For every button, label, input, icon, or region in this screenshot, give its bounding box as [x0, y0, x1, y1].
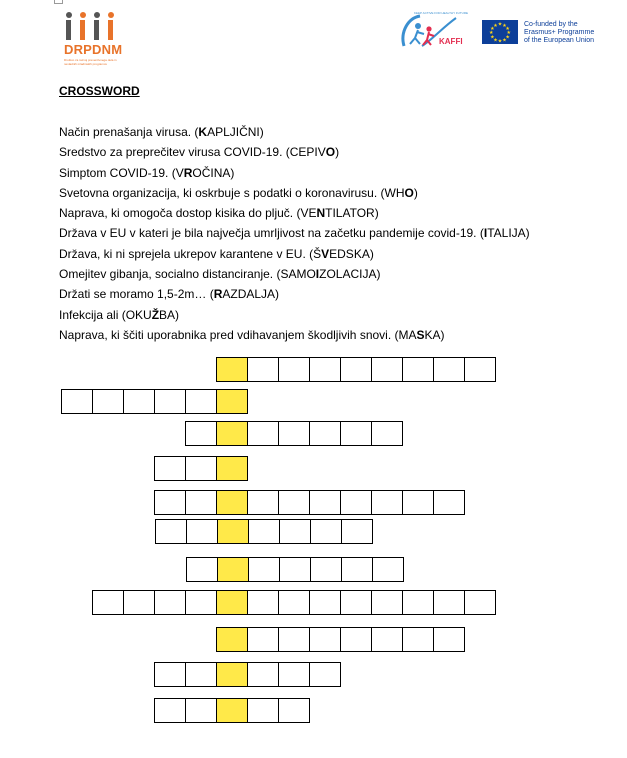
crossword-cell[interactable] — [371, 590, 403, 615]
crossword-key-cell[interactable] — [216, 662, 248, 687]
svg-text:★: ★ — [490, 34, 495, 41]
crossword-cell[interactable] — [154, 590, 186, 615]
crossword-row — [154, 698, 310, 722]
crossword-cell[interactable] — [247, 662, 279, 687]
crossword-cell[interactable] — [186, 557, 218, 582]
people-figures-icon — [66, 12, 122, 40]
crossword-cell[interactable] — [402, 627, 434, 652]
crossword-cell[interactable] — [278, 627, 310, 652]
crossword-cell[interactable] — [247, 590, 279, 615]
crossword-row — [216, 627, 465, 651]
crossword-cell[interactable] — [185, 421, 217, 446]
crossword-cell[interactable] — [247, 627, 279, 652]
crossword-key-cell[interactable] — [217, 557, 249, 582]
crossword-cell[interactable] — [247, 357, 279, 382]
crossword-cell[interactable] — [309, 490, 341, 515]
clue-list — [59, 122, 530, 345]
crossword-cell[interactable] — [123, 389, 155, 414]
crossword-cell[interactable] — [309, 662, 341, 687]
clue-item: Sredstvo za preprečitev virusa COVID-19. (CEPIVO) — [59, 145, 340, 160]
kaffi-logo — [398, 10, 473, 56]
crossword-row — [186, 557, 404, 581]
page-corner-mark — [54, 0, 63, 4]
crossword-cell[interactable] — [310, 557, 342, 582]
svg-text:★: ★ — [502, 37, 507, 44]
crossword-key-cell[interactable] — [216, 627, 248, 652]
crossword-cell[interactable] — [61, 389, 93, 414]
clue-item: Infekcija ali (OKUŽBA) — [59, 307, 180, 322]
crossword-cell[interactable] — [402, 357, 434, 382]
kaffi-runner-icon — [398, 10, 473, 56]
kaffi-logo-text: KAFFI — [439, 37, 463, 46]
crossword-cell[interactable] — [340, 357, 372, 382]
crossword-cell[interactable] — [278, 698, 310, 723]
crossword-cell[interactable] — [341, 557, 373, 582]
crossword-cell[interactable] — [248, 519, 280, 544]
svg-text:★: ★ — [502, 22, 507, 29]
drpdnm-logo-subtitle: Društvo za razvoj preventivnega dela in nevladnih mladinskih programov — [64, 58, 117, 66]
crossword-cell[interactable] — [154, 698, 186, 723]
crossword-cell[interactable] — [155, 519, 187, 544]
crossword-cell[interactable] — [433, 627, 465, 652]
svg-text:★: ★ — [493, 22, 498, 29]
crossword-key-cell[interactable] — [216, 456, 248, 481]
crossword-cell[interactable] — [92, 389, 124, 414]
clue-item: Država v EU v kateri je bila največja umrljivost na začetku pandemije covid-19. (ITALIJA) — [59, 226, 530, 241]
crossword-cell[interactable] — [278, 421, 310, 446]
crossword-cell[interactable] — [154, 456, 186, 481]
crossword-key-cell[interactable] — [216, 421, 248, 446]
crossword-cell[interactable] — [371, 490, 403, 515]
crossword-cell[interactable] — [371, 357, 403, 382]
crossword-row — [216, 357, 496, 381]
crossword-cell[interactable] — [92, 590, 124, 615]
crossword-cell[interactable] — [340, 421, 372, 446]
crossword-cell[interactable] — [185, 590, 217, 615]
crossword-key-cell[interactable] — [217, 519, 249, 544]
crossword-cell[interactable] — [464, 590, 496, 615]
crossword-row — [154, 490, 465, 514]
crossword-cell[interactable] — [340, 490, 372, 515]
crossword-cell[interactable] — [248, 557, 280, 582]
crossword-cell[interactable] — [279, 519, 311, 544]
crossword-cell[interactable] — [341, 519, 373, 544]
erasmus-eu-logo — [482, 18, 612, 48]
crossword-cell[interactable] — [185, 490, 217, 515]
crossword-key-cell[interactable] — [216, 389, 248, 414]
crossword-cell[interactable] — [371, 421, 403, 446]
crossword-cell[interactable] — [154, 490, 186, 515]
crossword-cell[interactable] — [247, 490, 279, 515]
crossword-row — [61, 389, 248, 413]
crossword-cell[interactable] — [402, 490, 434, 515]
crossword-cell[interactable] — [185, 389, 217, 414]
crossword-cell[interactable] — [433, 357, 465, 382]
crossword-cell[interactable] — [186, 519, 218, 544]
clue-item: Držati se moramo 1,5-2m… (RAZDALJA) — [59, 287, 280, 302]
svg-text:★: ★ — [493, 37, 498, 44]
crossword-cell[interactable] — [247, 698, 279, 723]
clue-item: Država, ki ni sprejela ukrepov karantene v EU. (ŠVEDSKA) — [59, 246, 374, 261]
crossword-cell[interactable] — [402, 590, 434, 615]
svg-text:★: ★ — [497, 21, 503, 28]
eu-flag-icon — [482, 20, 518, 44]
crossword-row — [154, 662, 341, 686]
crossword-key-cell[interactable] — [216, 490, 248, 515]
crossword-cell[interactable] — [371, 627, 403, 652]
crossword-cell[interactable] — [247, 421, 279, 446]
crossword-cell[interactable] — [278, 590, 310, 615]
crossword-cell[interactable] — [340, 627, 372, 652]
crossword-cell[interactable] — [278, 357, 310, 382]
svg-text:★: ★ — [490, 26, 495, 32]
crossword-key-cell[interactable] — [216, 590, 248, 615]
crossword-cell[interactable] — [278, 490, 310, 515]
crossword-cell[interactable] — [433, 490, 465, 515]
crossword-cell[interactable] — [309, 590, 341, 615]
crossword-cell[interactable] — [309, 357, 341, 382]
clue-item: Način prenašanja virusa. (KAPLJIČNI) — [59, 125, 264, 139]
crossword-cell[interactable] — [279, 557, 311, 582]
crossword-row — [185, 421, 403, 445]
clue-item: Simptom COVID-19. (VROČINA) — [59, 165, 235, 180]
crossword-cell[interactable] — [309, 421, 341, 446]
eu-funding-text: Co-funded by the Erasmus+ Programme of the European Union — [524, 21, 595, 44]
crossword-cell[interactable] — [433, 590, 465, 615]
clue-item: Naprava, ki ščiti uporabnika pred vdihavanjem škodljivih snovi. (MASKA) — [59, 327, 445, 342]
crossword-cell[interactable] — [278, 662, 310, 687]
svg-text:★: ★ — [489, 30, 494, 37]
clue-item: Omejitev gibanja, socialno distanciranje. (SAMOIZOLACIJA) — [59, 267, 381, 282]
crossword-cell[interactable] — [340, 590, 372, 615]
svg-text:★: ★ — [505, 26, 510, 32]
crossword-row — [154, 456, 248, 480]
svg-text:★: ★ — [506, 30, 511, 37]
svg-text:★: ★ — [505, 34, 510, 41]
crossword-row — [155, 519, 373, 543]
crossword-cell[interactable] — [310, 519, 342, 544]
drpdnm-logo — [64, 12, 134, 68]
crossword-cell[interactable] — [123, 590, 155, 615]
crossword-key-cell[interactable] — [216, 698, 248, 723]
kaffi-tagline: KEEP ACTIVE FOR HEALTHY FUTURE — [414, 11, 469, 15]
drpdnm-logo-text: DRPDNM — [64, 42, 123, 57]
crossword-cell[interactable] — [185, 456, 217, 481]
crossword-cell[interactable] — [464, 357, 496, 382]
clue-item: Naprava, ki omogoča dostop kisika do pljuč. (VENTILATOR) — [59, 206, 379, 221]
page-title: CROSSWORD — [59, 84, 140, 98]
crossword-cell[interactable] — [154, 389, 186, 414]
crossword-cell[interactable] — [185, 662, 217, 687]
crossword-key-cell[interactable] — [216, 357, 248, 382]
crossword-cell[interactable] — [154, 662, 186, 687]
crossword-cell[interactable] — [185, 698, 217, 723]
svg-text:★: ★ — [497, 38, 503, 44]
clue-item: Svetovna organizacija, ki oskrbuje s podatki o koronavirusu. (WHO) — [59, 185, 418, 200]
crossword-cell[interactable] — [372, 557, 404, 582]
crossword-cell[interactable] — [309, 627, 341, 652]
crossword-row — [92, 590, 496, 614]
